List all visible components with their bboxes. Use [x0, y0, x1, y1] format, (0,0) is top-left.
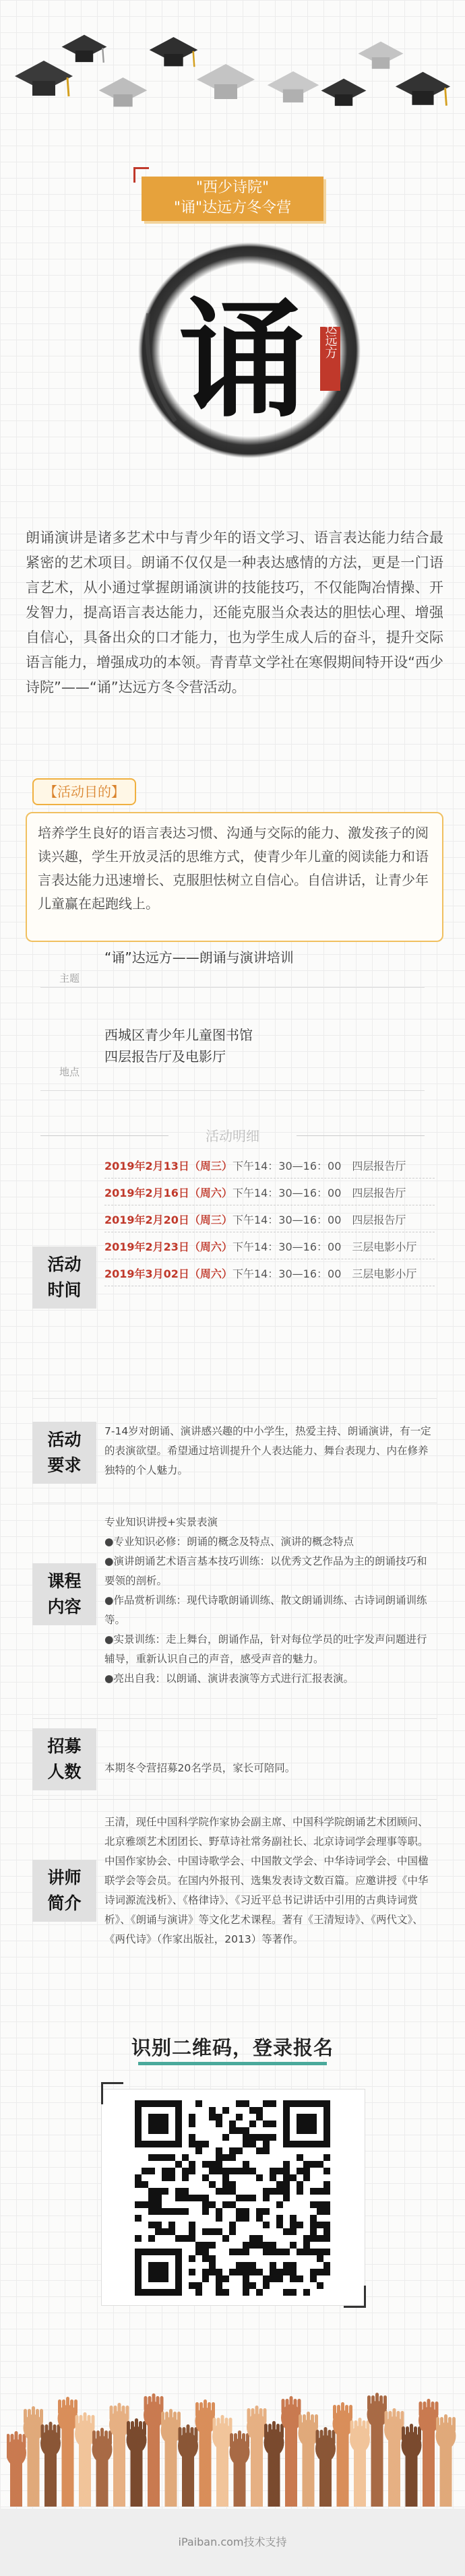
- logo-character: 诵: [179, 284, 307, 435]
- ink-circle-logo: [94, 239, 371, 462]
- enroll-label: [32, 1728, 96, 1790]
- course-item: ●演讲朗诵艺术语言基本技巧训练：以优秀文艺作品为主的朗诵技巧和要领的剖析。: [104, 1555, 427, 1587]
- schedule-detail: 下午14：30—16：00 四层报告厅: [232, 1160, 406, 1172]
- qr-corner-decoration: [101, 2082, 123, 2104]
- venue-label: 地点: [59, 1066, 80, 1078]
- requirements-label-line-1: 活动: [47, 1430, 82, 1449]
- theme-label: 主题: [59, 972, 80, 984]
- divider: [40, 987, 425, 988]
- teacher-label-line-1: 讲师: [47, 1868, 82, 1887]
- theme-text: “诵”达远方——朗诵与演讲培训: [104, 949, 294, 966]
- title-line-1: "西少诗院": [195, 179, 270, 196]
- schedule-date: 2019年2月23日（周六）: [104, 1240, 232, 1253]
- divider: [32, 1799, 437, 1800]
- graduation-cap-icon: [61, 30, 108, 71]
- goal-heading: 【活动目的】: [32, 778, 136, 805]
- course-content: [104, 1513, 435, 1689]
- course-item: ●实景训练：走上舞台，朗诵作品，针对每位学员的吐字发声问题进行辅导，重新认识自己的声音，感受声音的魅力。: [104, 1633, 427, 1665]
- course-intro: 专业知识讲授+实景表演: [104, 1516, 218, 1528]
- schedule-date: 2019年3月02日（周六）: [104, 1267, 232, 1280]
- schedule-detail: 下午14：30—16：00 三层电影小厅: [232, 1240, 417, 1253]
- time-label: [32, 1247, 96, 1309]
- enroll-label-line-2: 人数: [47, 1762, 82, 1782]
- course-item: ●专业知识必修：朗诵的概念及特点、演讲的概念特点: [104, 1536, 354, 1548]
- graduation-cap-icon: [98, 74, 148, 115]
- schedule-item: [104, 1210, 435, 1232]
- divider: [32, 1718, 437, 1719]
- venue-row: [40, 1024, 431, 1078]
- schedule-detail: 下午14：30—16：00 四层报告厅: [232, 1214, 406, 1226]
- time-label-line-1: 活动: [47, 1255, 82, 1274]
- schedule-item: [104, 1236, 435, 1259]
- graduation-cap-icon: [266, 67, 320, 111]
- requirements-label: [32, 1422, 96, 1484]
- footer-credit: iPaiban.com技术支持: [178, 2536, 287, 2548]
- schedule-date: 2019年2月20日（周三）: [104, 1214, 232, 1226]
- course-item: ●亮出自我：以朗诵、演讲表演等方式进行汇报表演。: [104, 1672, 354, 1685]
- page-title: [142, 177, 323, 221]
- graduation-cap-icon: [394, 67, 452, 115]
- venue-line-2: 四层报告厅及电影厅: [104, 1048, 226, 1065]
- intro-paragraph: 朗诵演讲是诸多艺术中与青少年的语文学习、语言表达能力结合最紧密的艺术项目。朗诵不仅仅是一种表达感情的方法，更是一门语言艺术，从小通过掌握朗诵演讲的技能技巧，不仅能陶冶情操、开发智力，提高语言表达能力，还能克服当众表达的胆怯心理、增强自信心，具备出众的口才能力，也为学生成人后的奋斗，提升交际语言能力，增强成功的本领。青青草文学社在寒假期间特开设“西少诗院”——“诵”达远方冬令营活动。: [26, 530, 443, 695]
- theme-row: [40, 947, 431, 987]
- venue-line-1: 西城区青少年儿童图书馆: [104, 1027, 253, 1043]
- raised-hands-illustration: [7, 2379, 458, 2507]
- schedule-item: [104, 1183, 435, 1205]
- requirements-text: 7-14岁对朗诵、演讲感兴趣的中小学生，热爱主持、朗诵演讲，有一定的表演欲望。希望通过培训提升个人表达能力、舞台表现力、内在修养独特的个人魅力。: [104, 1425, 431, 1476]
- graduation-cap-icon: [320, 74, 367, 115]
- course-item: ●作品赏析训练：现代诗歌朗诵训练、散文朗诵训练、古诗词朗诵训练等。: [104, 1594, 427, 1626]
- teacher-label: [32, 1860, 96, 1922]
- teacher-bio: 王清，现任中国科学院作家协会副主席、中国科学院朗诵艺术团顾问、北京雅颂艺术团团长、野草诗社常务副社长、北京诗词学会理事等职。中国作家协会、中国诗歌学会、中国散文学会、中华诗词学会、中国楹联学会等会员。在国内外报刊、选集发表诗文数百篇。应邀讲授《中华诗词源流浅析》、《格律诗》、《习近平总书记讲话中引用的古典诗词赏析》、《朗诵与演讲》等文化艺术课程。著有《王清短诗》、《两代文》、《两代诗》（作家出版社，2013）等著作。: [104, 1816, 429, 1945]
- schedule-date: 2019年2月13日（周三）: [104, 1160, 232, 1172]
- title-line-2: "诵"达远方冬令营: [173, 199, 292, 216]
- schedule-item: [104, 1263, 435, 1286]
- schedule-detail: 下午14：30—16：00 三层电影小厅: [232, 1267, 417, 1280]
- enroll-text: 本期冬令营招募20名学员，家长可陪同。: [104, 1762, 296, 1774]
- graduation-cap-icon: [148, 34, 199, 74]
- course-label-line-2: 内容: [47, 1597, 82, 1616]
- time-label-line-2: 时间: [47, 1280, 82, 1300]
- qr-corner-decoration: [344, 2286, 366, 2308]
- divider: [40, 1090, 425, 1091]
- qr-code-image[interactable]: [135, 2100, 330, 2296]
- details-heading-text: 活动明细: [206, 1128, 259, 1144]
- graduation-cap-icon: [195, 61, 256, 108]
- schedule-item: [104, 1156, 435, 1179]
- teacher-label-line-2: 简介: [47, 1893, 82, 1913]
- goal-text: 培养学生良好的语言表达习惯、沟通与交际的能力、激发孩子的阅读兴趣，学生开放灵活的思维方式，使青少年儿童的阅读能力和语言表达能力迅速增长、克服胆怯树立自信心。自信讲话，让青少年儿童赢在起跑线上。: [26, 812, 443, 942]
- schedule-detail: 下午14：30—16：00 四层报告厅: [232, 1187, 406, 1199]
- course-label-line-1: 课程: [47, 1571, 82, 1591]
- requirements-label-line-2: 要求: [47, 1455, 82, 1475]
- divider: [32, 1398, 437, 1399]
- logo-stamp-text: 达远方: [323, 322, 338, 358]
- details-heading: [40, 1125, 425, 1145]
- qr-heading: 识别二维码，登录报名: [131, 2036, 334, 2059]
- footer: [0, 2509, 465, 2576]
- schedule-date: 2019年2月16日（周六）: [104, 1187, 232, 1199]
- qr-heading-underline: [138, 2062, 327, 2065]
- course-label: [32, 1563, 96, 1625]
- enroll-label-line-1: 招募: [47, 1736, 82, 1756]
- schedule-list: [104, 1156, 435, 1290]
